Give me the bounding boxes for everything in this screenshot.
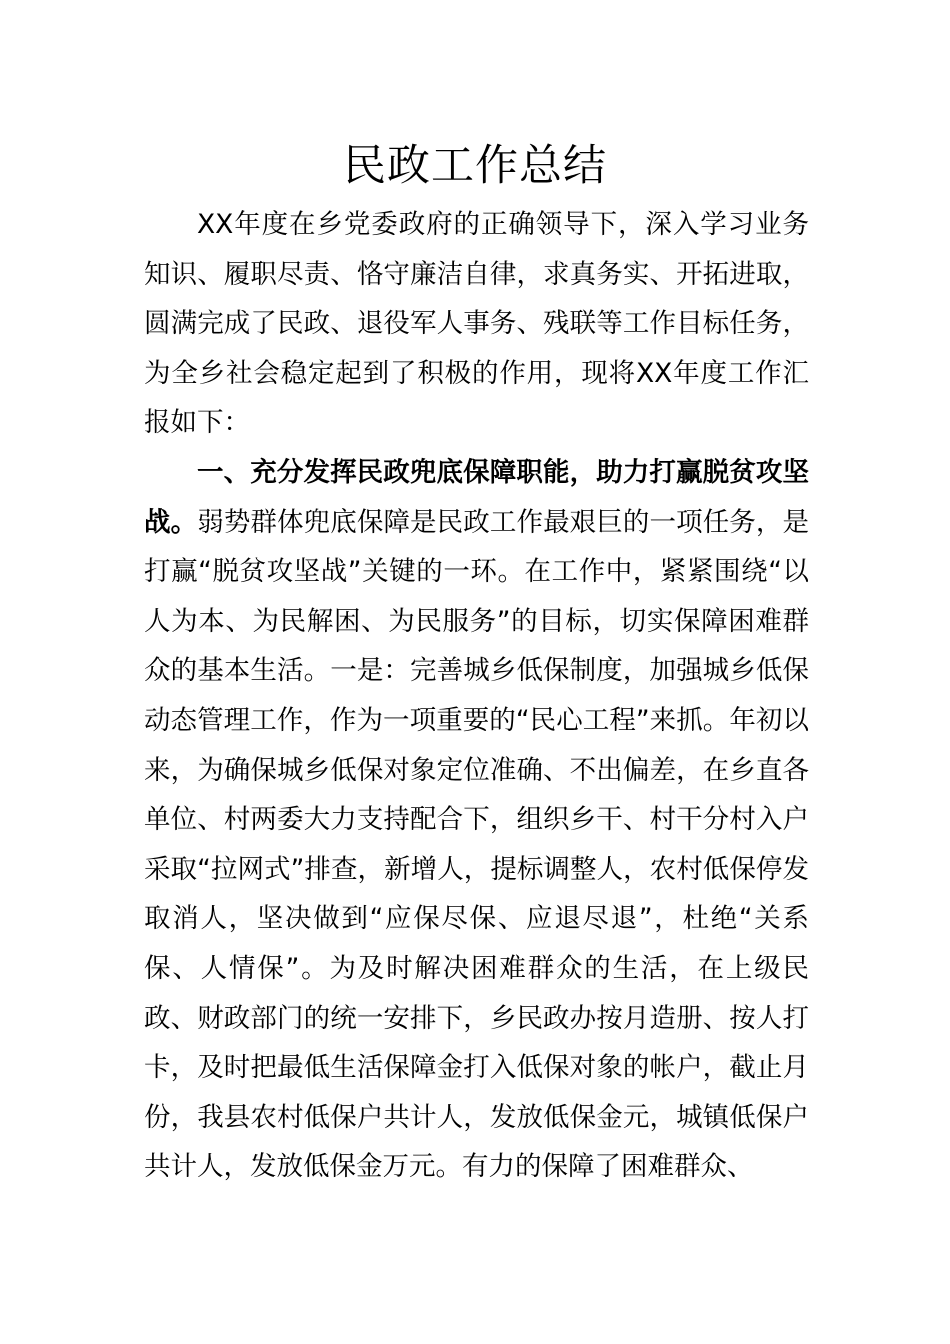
document-body <box>144 200 809 1192</box>
section-1-body: 弱势群体兜底保障是民政工作最艰巨的一项任务，是打赢“脱贫攻坚战”关键的一环。在工作中，紧紧围绕“以人为本、为民解困、为民服务”的目标，切实保障困难群众的基本生活。一是：完善城乡低保制度，加强城乡低保动态管理工作，作为一项重要的“民心工程”来抓。年初以来，为确保城乡低保对象定位准确、不出偏差，在乡直各单位、村两委大力支持配合下，组织乡干、村干分村入户采取“拉网式”排查，新增人，提标调整人，农村低保停发取消人，坚决做到“应保尽保、应退尽退”，杜绝“关系保、人情保”。为及时解决困难群众的生活，在上级民政、财政部门的统一安排下，乡民政办按月造册、按人打卡，及时把最低生活保障金打入低保对象的帐户，截止月份，我县农村低保户共计人，发放低保金元，城镇低保户共计人，发放低保金万元。有力的保障了困难群众、 <box>144 506 810 1183</box>
intro-paragraph: XX年度在乡党委政府的正确领导下，深入学习业务知识、履职尽责、恪守廉洁自律，求真务实、开拓进取，圆满完成了民政、退役军人事务、残联等工作目标任务，为全乡社会稳定起到了积极的作用，现将XX年度工作汇报如下： <box>144 209 809 439</box>
section-1-paragraph <box>144 448 809 1192</box>
document-title: 民政工作总结 <box>343 141 607 191</box>
section-1-heading: 一、充分发挥民政兜底保障职能，助力打赢脱贫攻坚战。 <box>144 456 809 538</box>
